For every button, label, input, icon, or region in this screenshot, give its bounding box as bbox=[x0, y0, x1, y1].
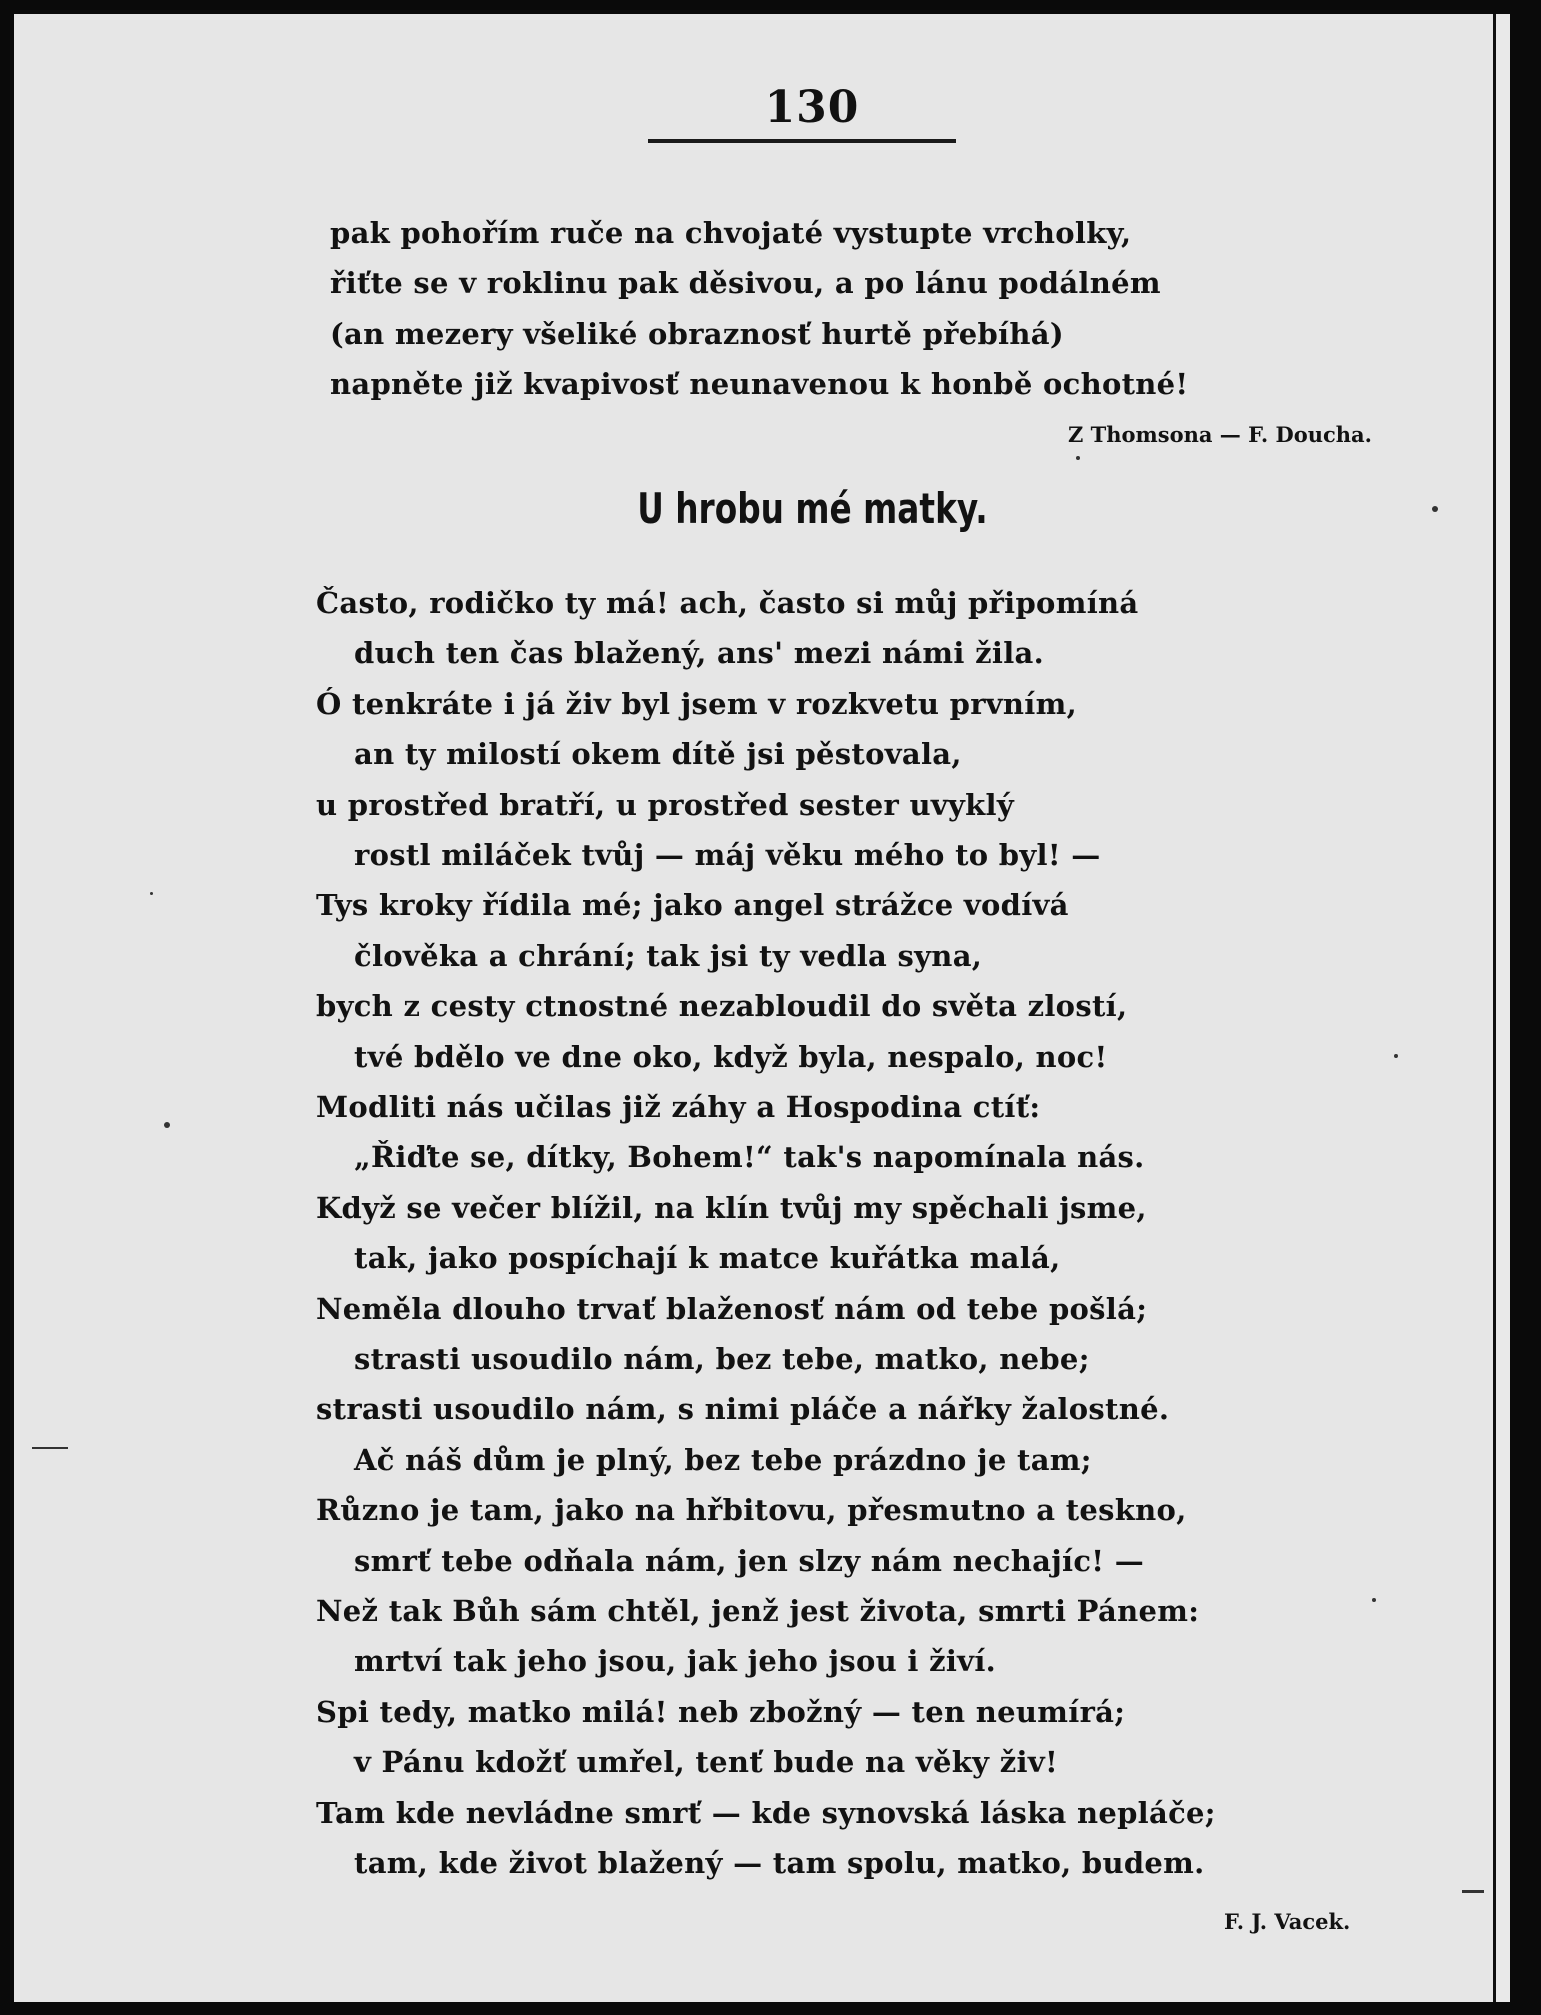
poem-line: Ač náš dům je plný, bez tebe prázdno je tam; bbox=[354, 1443, 1092, 1477]
intro-line: napněte již kvapivosť neunavenou k honbě ochotné! bbox=[330, 367, 1189, 401]
poem-line: Tam kde nevládne smrť — kde synovská láska nepláče; bbox=[316, 1796, 1216, 1830]
poem-line: u prostřed bratří, u prostřed sester uvyklý bbox=[316, 788, 1015, 822]
print-speck bbox=[1394, 1054, 1398, 1058]
print-speck bbox=[1372, 1598, 1376, 1602]
print-speck bbox=[32, 1447, 68, 1449]
poem-line: bych z cesty ctnostné nezabloudil do světa zlostí, bbox=[316, 989, 1128, 1023]
intro-attribution: Z Thomsona — F. Doucha. bbox=[1068, 422, 1372, 447]
poem-line: Ó tenkráte i já živ byl jsem v rozkvetu prvním, bbox=[316, 687, 1078, 721]
poem-line: mrtví tak jeho jsou, jak jeho jsou i živí. bbox=[354, 1644, 997, 1678]
poem-line: Často, rodičko ty má! ach, často si můj připomíná bbox=[316, 586, 1139, 620]
page-number-rule bbox=[648, 139, 956, 143]
poem-line: tam, kde život blažený — tam spolu, matko, budem. bbox=[354, 1846, 1205, 1880]
poem-line: Různo je tam, jako na hřbitovu, přesmutno a teskno, bbox=[316, 1493, 1187, 1527]
intro-line: řiťte se v roklinu pak děsivou, a po lánu podálném bbox=[330, 266, 1161, 300]
print-speck bbox=[1076, 456, 1080, 460]
poem-line: strasti usoudilo nám, s nimi pláče a nářky žalostné. bbox=[316, 1392, 1170, 1426]
poem-title: U hrobu mé matky. bbox=[637, 484, 988, 533]
poem-line: Modliti nás učilas již záhy a Hospodina ctíť: bbox=[316, 1090, 1041, 1124]
poem-line: strasti usoudilo nám, bez tebe, matko, nebe; bbox=[354, 1342, 1090, 1376]
poem-line: Neměla dlouho trvať blaženosť nám od tebe pošlá; bbox=[316, 1292, 1148, 1326]
poem-line: smrť tebe odňala nám, jen slzy nám nechajíc! — bbox=[354, 1544, 1145, 1578]
poem-line: rostl miláček tvůj — máj věku mého to byl! — bbox=[354, 838, 1101, 872]
print-speck bbox=[1432, 506, 1438, 512]
poem-line: Když se večer blížil, na klín tvůj my spěchali jsme, bbox=[316, 1191, 1147, 1225]
poem-line: v Pánu kdožť umřel, tenť bude na věky živ! bbox=[354, 1745, 1058, 1779]
poem-line: Než tak Bůh sám chtěl, jenž jest života, smrti Pánem: bbox=[316, 1594, 1200, 1628]
page-number: 130 bbox=[764, 82, 860, 133]
poem-line: „Řiďte se, dítky, Bohem!“ tak's napomínala nás. bbox=[354, 1140, 1145, 1174]
intro-line: pak pohořím ruče na chvojaté vystupte vrcholky, bbox=[330, 216, 1132, 250]
page-edge bbox=[1493, 14, 1510, 2002]
poem-attribution: F. J. Vacek. bbox=[1224, 1909, 1351, 1934]
poem-line: an ty milostí okem dítě jsi pěstovala, bbox=[354, 737, 962, 771]
intro-line: (an mezery všeliké obraznosť hurtě přebíhá) bbox=[330, 317, 1064, 351]
print-speck bbox=[150, 892, 153, 895]
poem-line: Tys kroky řídila mé; jako angel strážce vodívá bbox=[316, 888, 1069, 922]
poem-line: člověka a chrání; tak jsi ty vedla syna, bbox=[354, 939, 983, 973]
poem-line: Spi tedy, matko milá! neb zbožný — ten neumírá; bbox=[316, 1695, 1126, 1729]
print-speck bbox=[164, 1122, 170, 1128]
poem-line: tak, jako pospíchají k matce kuřátka malá, bbox=[354, 1241, 1061, 1275]
book-page bbox=[14, 14, 1510, 2002]
print-speck bbox=[1462, 1890, 1484, 1893]
poem-line: tvé bdělo ve dne oko, když byla, nespalo, noc! bbox=[354, 1040, 1108, 1074]
poem-line: duch ten čas blažený, ans' mezi námi žila. bbox=[354, 636, 1045, 670]
